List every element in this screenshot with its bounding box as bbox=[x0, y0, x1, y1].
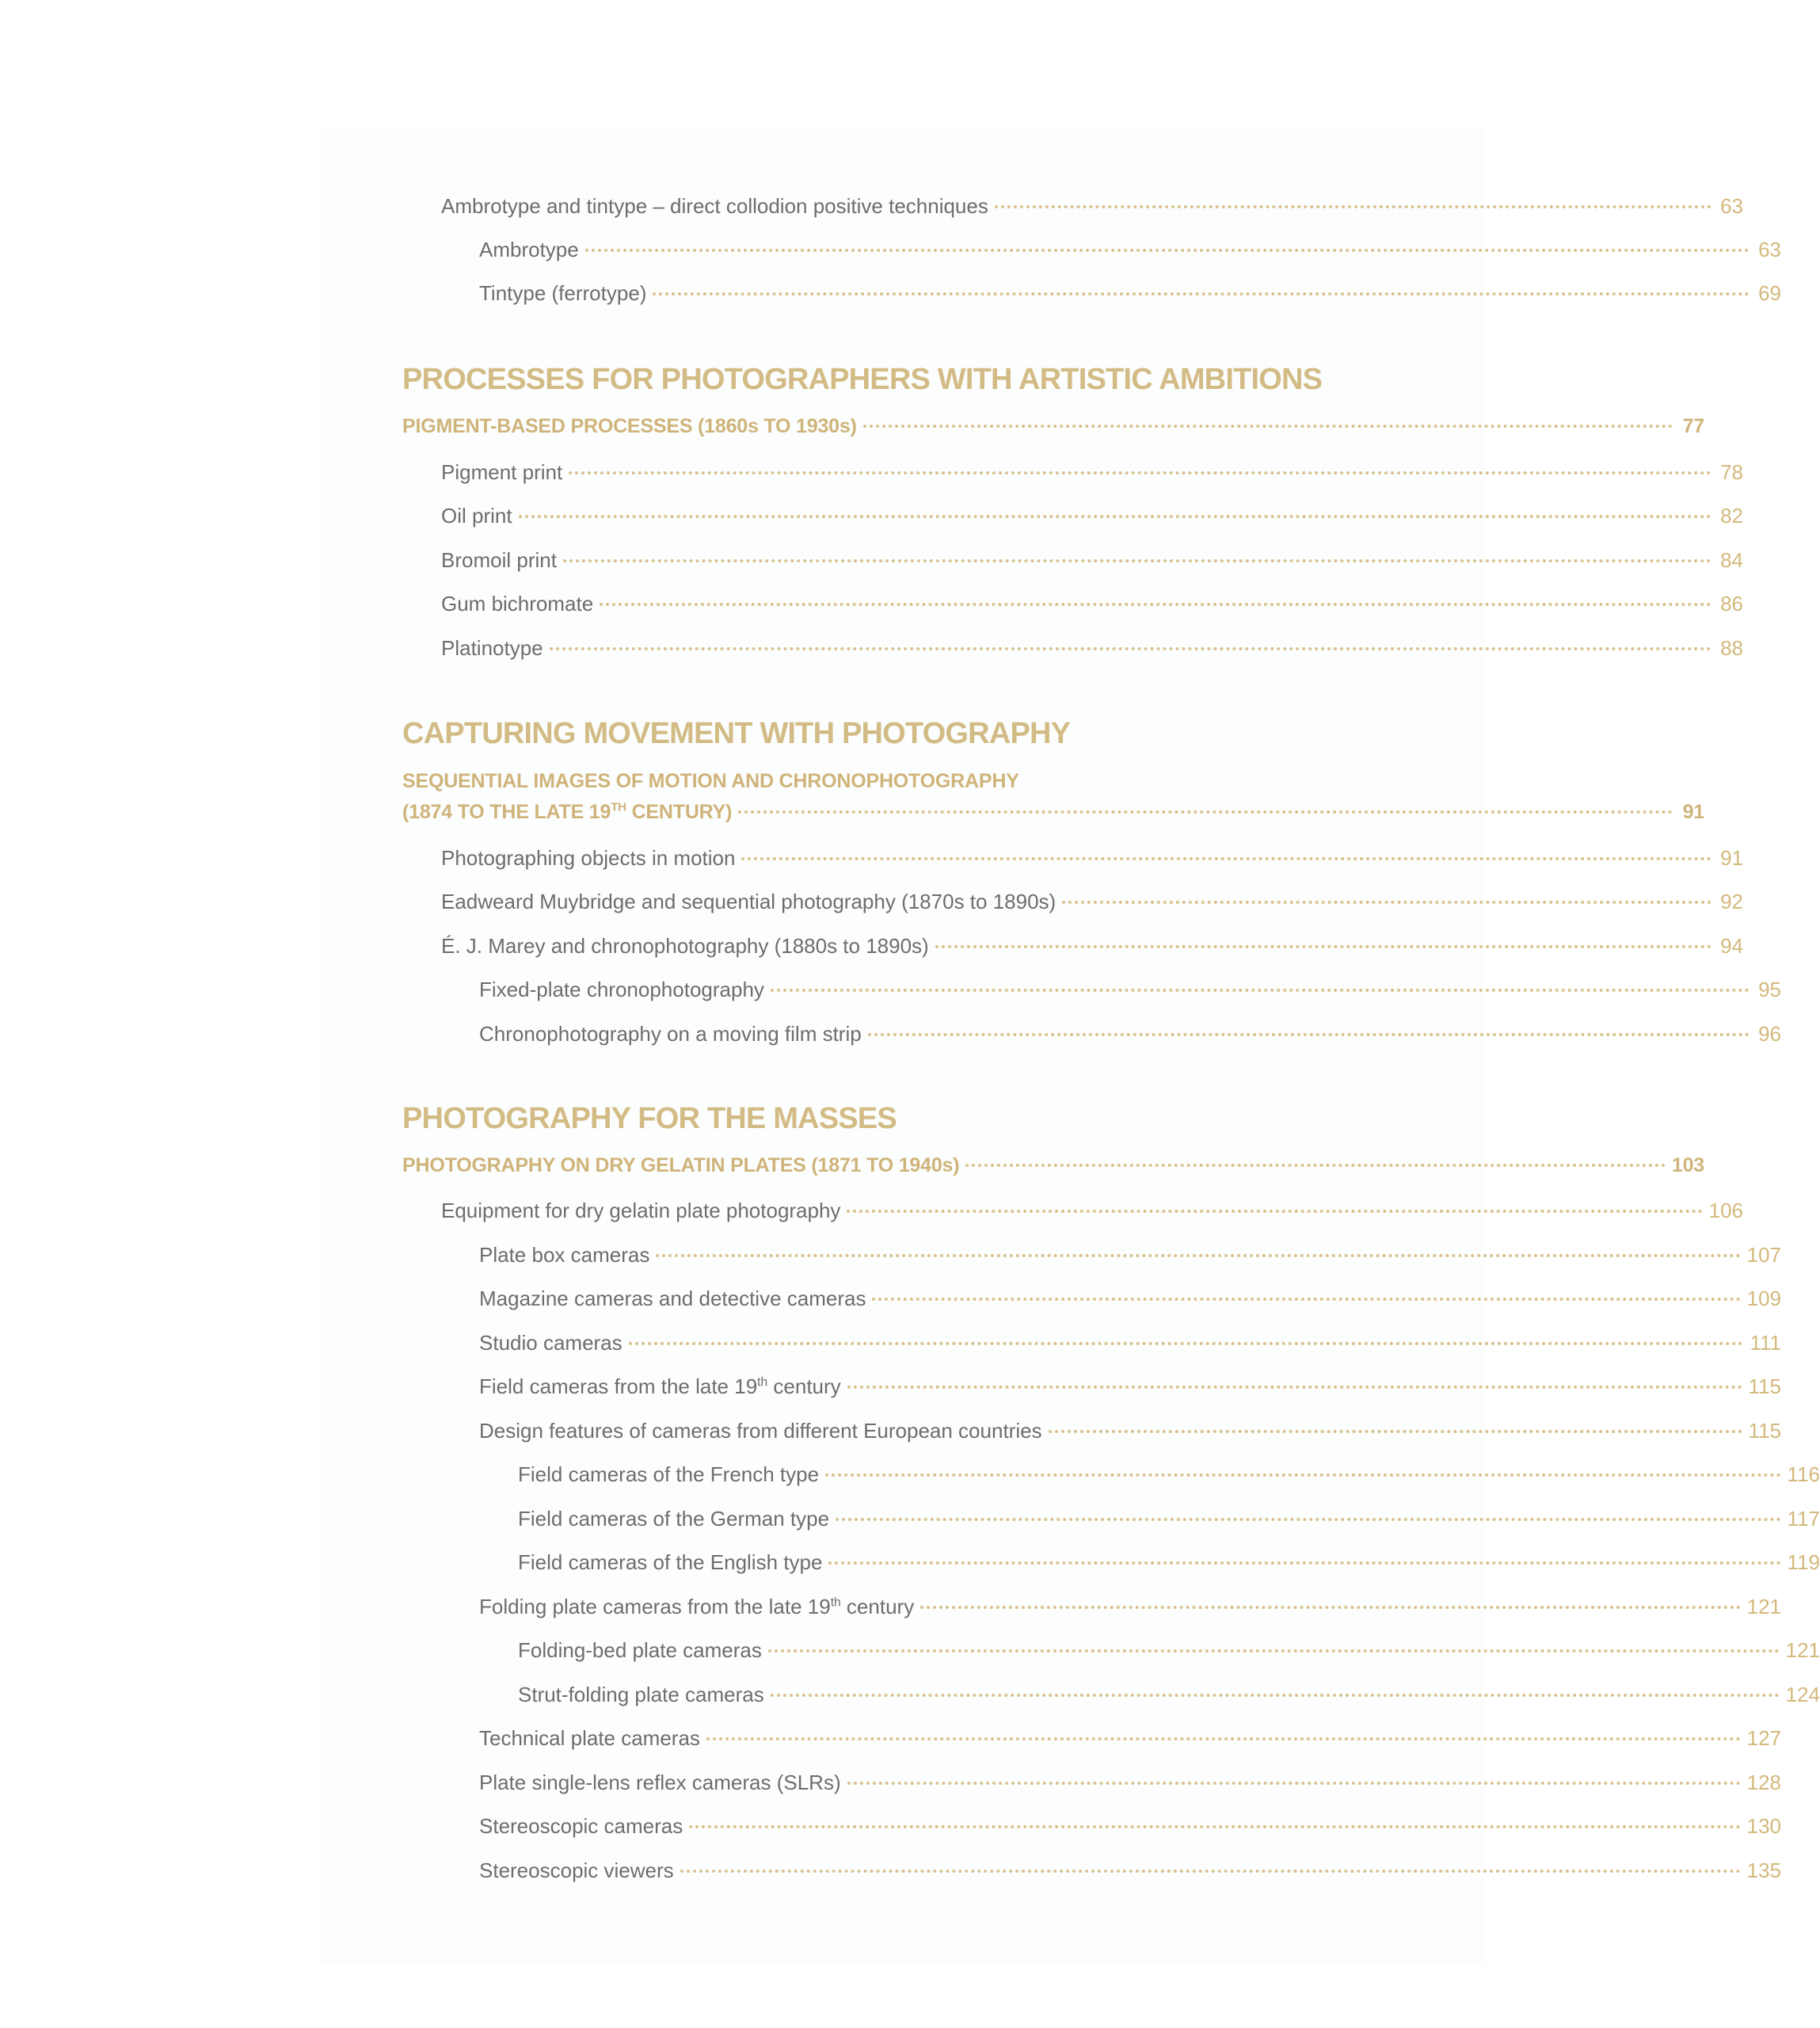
toc-entry-text: É. J. Marey and chronophotography (1880s to 1890s) bbox=[441, 934, 929, 958]
dot-leader bbox=[768, 1649, 1780, 1653]
toc-entry-page: 103 bbox=[1671, 1154, 1704, 1176]
toc-entry[interactable] bbox=[0, 1241, 1781, 1268]
section-heading: PROCESSES FOR PHOTOGRAPHERS WITH ARTISTIC AMBITIONS bbox=[402, 363, 1323, 396]
toc-entry-text: Ambrotype bbox=[479, 238, 579, 261]
toc-entry-text: Field cameras of the English type bbox=[518, 1550, 823, 1574]
toc-entry-page: 63 bbox=[1758, 238, 1781, 261]
toc-entry-text: Chronophotography on a moving film strip bbox=[479, 1022, 862, 1046]
toc-entry[interactable] bbox=[0, 1373, 1781, 1400]
toc-entry-page: 96 bbox=[1758, 1022, 1781, 1046]
section-heading: CAPTURING MOVEMENT WITH PHOTOGRAPHY bbox=[402, 717, 1071, 750]
superscript: th bbox=[830, 1595, 841, 1610]
toc-chapter-entry[interactable] bbox=[0, 799, 1704, 825]
superscript: th bbox=[757, 1375, 768, 1389]
toc-entry-page: 91 bbox=[1682, 801, 1704, 823]
dot-leader bbox=[1062, 901, 1711, 904]
toc-entry-text bbox=[402, 799, 732, 825]
toc-entry[interactable] bbox=[0, 1813, 1781, 1839]
dot-leader bbox=[771, 989, 1750, 992]
toc-entry-text: Ambrotype and tintype – direct collodion positive techniques bbox=[441, 194, 988, 218]
dot-leader bbox=[629, 1342, 1744, 1345]
toc-entry-text-part: (1874 TO THE LATE 19 bbox=[402, 801, 611, 823]
toc-entry-text-part: century bbox=[840, 1595, 915, 1618]
dot-leader bbox=[550, 647, 1711, 650]
dot-leader bbox=[872, 1298, 1740, 1301]
dot-leader bbox=[868, 1033, 1750, 1036]
dot-leader bbox=[741, 857, 1711, 860]
toc-entry-text: Stereoscopic cameras bbox=[479, 1814, 683, 1838]
toc-entry[interactable] bbox=[0, 1505, 1820, 1532]
toc-entry[interactable] bbox=[0, 976, 1781, 1003]
toc-entry[interactable] bbox=[0, 1329, 1781, 1356]
toc-entry-page: 115 bbox=[1748, 1374, 1781, 1398]
toc-entry[interactable] bbox=[0, 1681, 1820, 1708]
dot-leader bbox=[706, 1737, 1741, 1740]
toc-entry-page: 117 bbox=[1787, 1507, 1820, 1531]
toc-entry[interactable] bbox=[0, 1020, 1781, 1047]
toc-entry[interactable] bbox=[0, 1637, 1820, 1664]
toc-entry-text: Studio cameras bbox=[479, 1331, 623, 1355]
toc-entry-page: 109 bbox=[1746, 1287, 1781, 1310]
toc-entry[interactable] bbox=[0, 1769, 1781, 1796]
toc-entry[interactable] bbox=[0, 888, 1743, 915]
toc-entry-text bbox=[479, 1593, 914, 1620]
toc-entry-text: Technical plate cameras bbox=[479, 1726, 700, 1750]
toc-entry[interactable] bbox=[0, 1593, 1781, 1620]
toc-entry-text: Platinotype bbox=[441, 636, 543, 660]
toc-entry-text: Fixed-plate chronophotography bbox=[479, 978, 764, 1001]
toc-entry[interactable] bbox=[0, 502, 1743, 529]
dot-leader bbox=[825, 1473, 1780, 1477]
toc-entry-page: 69 bbox=[1758, 281, 1781, 305]
toc-entry-text-part: CENTURY) bbox=[626, 801, 733, 823]
dot-leader bbox=[847, 1782, 1741, 1785]
toc-entry-text: Equipment for dry gelatin plate photography bbox=[441, 1199, 841, 1222]
superscript: TH bbox=[611, 800, 626, 814]
toc-entry-text-part: Field cameras from the late 19 bbox=[479, 1374, 758, 1398]
toc-entry-text: PHOTOGRAPHY ON DRY GELATIN PLATES (1871 TO 1940s) bbox=[402, 1154, 960, 1176]
toc-entry[interactable] bbox=[0, 547, 1743, 574]
toc-entry-page: 84 bbox=[1720, 548, 1743, 572]
dot-leader bbox=[771, 1694, 1780, 1697]
toc-entry-page: 124 bbox=[1785, 1683, 1820, 1706]
toc-chapter-entry[interactable] bbox=[0, 1152, 1704, 1179]
toc-entry-page: 63 bbox=[1720, 194, 1743, 218]
toc-entry-text: PIGMENT-BASED PROCESSES (1860s TO 1930s) bbox=[402, 415, 857, 437]
toc-entry-page: 121 bbox=[1746, 1595, 1781, 1618]
toc-entry-page: 86 bbox=[1720, 592, 1743, 616]
toc-entry-page: 115 bbox=[1748, 1419, 1781, 1443]
toc-entry-text: Stereoscopic viewers bbox=[479, 1858, 674, 1882]
dot-leader bbox=[965, 1164, 1666, 1167]
toc-entry[interactable] bbox=[0, 590, 1743, 617]
toc-entry-text: Field cameras of the German type bbox=[518, 1507, 830, 1531]
toc-entry[interactable] bbox=[0, 1197, 1743, 1224]
dot-leader bbox=[738, 810, 1673, 814]
toc-entry[interactable] bbox=[0, 193, 1743, 219]
toc-entry-text: Bromoil print bbox=[441, 548, 557, 572]
toc-entry-page: 77 bbox=[1682, 415, 1704, 437]
toc-entry[interactable] bbox=[0, 635, 1743, 661]
toc-entry-text: Gum bichromate bbox=[441, 592, 594, 616]
toc-entry-text: Strut-folding plate cameras bbox=[518, 1683, 764, 1706]
dot-leader bbox=[585, 249, 1750, 252]
toc-entry-page: 78 bbox=[1720, 460, 1743, 484]
toc-entry-text: Plate box cameras bbox=[479, 1243, 650, 1267]
toc-entry[interactable] bbox=[0, 1725, 1781, 1752]
toc-entry-text: Plate single-lens reflex cameras (SLRs) bbox=[479, 1771, 841, 1794]
dot-leader bbox=[563, 559, 1711, 562]
dot-leader bbox=[653, 292, 1750, 295]
toc-chapter-title-line1: SEQUENTIAL IMAGES OF MOTION AND CHRONOPHOTOGRAPHY bbox=[402, 770, 1019, 792]
dot-leader bbox=[847, 1386, 1742, 1389]
dot-leader bbox=[1049, 1430, 1742, 1433]
toc-entry-page: 111 bbox=[1750, 1331, 1781, 1355]
dot-leader bbox=[689, 1825, 1740, 1828]
toc-entry-page: 92 bbox=[1720, 890, 1743, 913]
toc-entry-page: 88 bbox=[1720, 636, 1743, 660]
toc-entry-page: 106 bbox=[1708, 1199, 1743, 1222]
toc-entry-page: 91 bbox=[1720, 846, 1743, 870]
toc-entry-page: 95 bbox=[1758, 978, 1781, 1001]
toc-entry-text bbox=[479, 1373, 841, 1400]
dot-leader bbox=[600, 603, 1711, 606]
toc-entry-page: 116 bbox=[1787, 1462, 1820, 1486]
toc-entry-page: 135 bbox=[1746, 1858, 1781, 1882]
toc-entry[interactable] bbox=[0, 1285, 1781, 1312]
dot-leader bbox=[995, 205, 1711, 208]
toc-entry-text-part: century bbox=[767, 1374, 841, 1398]
dot-leader bbox=[680, 1870, 1741, 1873]
dot-leader bbox=[656, 1254, 1740, 1257]
toc-entry[interactable] bbox=[0, 932, 1743, 959]
dot-leader bbox=[836, 1518, 1780, 1521]
toc-entry-text: Pigment print bbox=[441, 460, 563, 484]
toc-entry[interactable] bbox=[0, 844, 1743, 871]
dot-leader bbox=[569, 471, 1711, 475]
dot-leader bbox=[863, 425, 1673, 428]
toc-entry-page: 121 bbox=[1785, 1638, 1820, 1662]
toc-entry[interactable] bbox=[0, 1549, 1820, 1576]
toc-entry-page: 127 bbox=[1746, 1726, 1781, 1750]
toc-entry-text: Design features of cameras from different European countries bbox=[479, 1419, 1042, 1443]
toc-entry-page: 82 bbox=[1720, 504, 1743, 528]
toc-entry-text-part: Folding plate cameras from the late 19 bbox=[479, 1595, 831, 1618]
toc-entry-page: 128 bbox=[1746, 1771, 1781, 1794]
toc-entry[interactable] bbox=[0, 1857, 1781, 1884]
toc-entry-text: Field cameras of the French type bbox=[518, 1462, 820, 1486]
toc-entry-text: Magazine cameras and detective cameras bbox=[479, 1287, 866, 1310]
toc-entry-page: 130 bbox=[1746, 1814, 1781, 1838]
toc-entry-text: Folding-bed plate cameras bbox=[518, 1638, 762, 1662]
dot-leader bbox=[920, 1606, 1740, 1609]
dot-leader bbox=[847, 1210, 1702, 1213]
dot-leader bbox=[828, 1561, 1780, 1565]
section-heading: PHOTOGRAPHY FOR THE MASSES bbox=[402, 1102, 897, 1135]
toc-entry[interactable] bbox=[0, 280, 1781, 307]
toc-entry-text: Tintype (ferrotype) bbox=[479, 281, 647, 305]
toc-chapter-entry[interactable] bbox=[0, 413, 1704, 440]
dot-leader bbox=[935, 945, 1711, 948]
toc-entry-page: 94 bbox=[1720, 934, 1743, 958]
toc-entry-text: Eadweard Muybridge and sequential photography (1870s to 1890s) bbox=[441, 890, 1057, 913]
toc-entry[interactable] bbox=[0, 1461, 1820, 1488]
toc-entry[interactable] bbox=[0, 236, 1781, 263]
dot-leader bbox=[519, 515, 1711, 518]
toc-entry-text: Oil print bbox=[441, 504, 512, 528]
toc-entry-text: Photographing objects in motion bbox=[441, 846, 736, 870]
toc-entry-page: 107 bbox=[1746, 1243, 1781, 1267]
toc-entry-page: 119 bbox=[1787, 1550, 1820, 1574]
toc-entry[interactable] bbox=[0, 1417, 1781, 1444]
toc-entry[interactable] bbox=[0, 459, 1743, 486]
